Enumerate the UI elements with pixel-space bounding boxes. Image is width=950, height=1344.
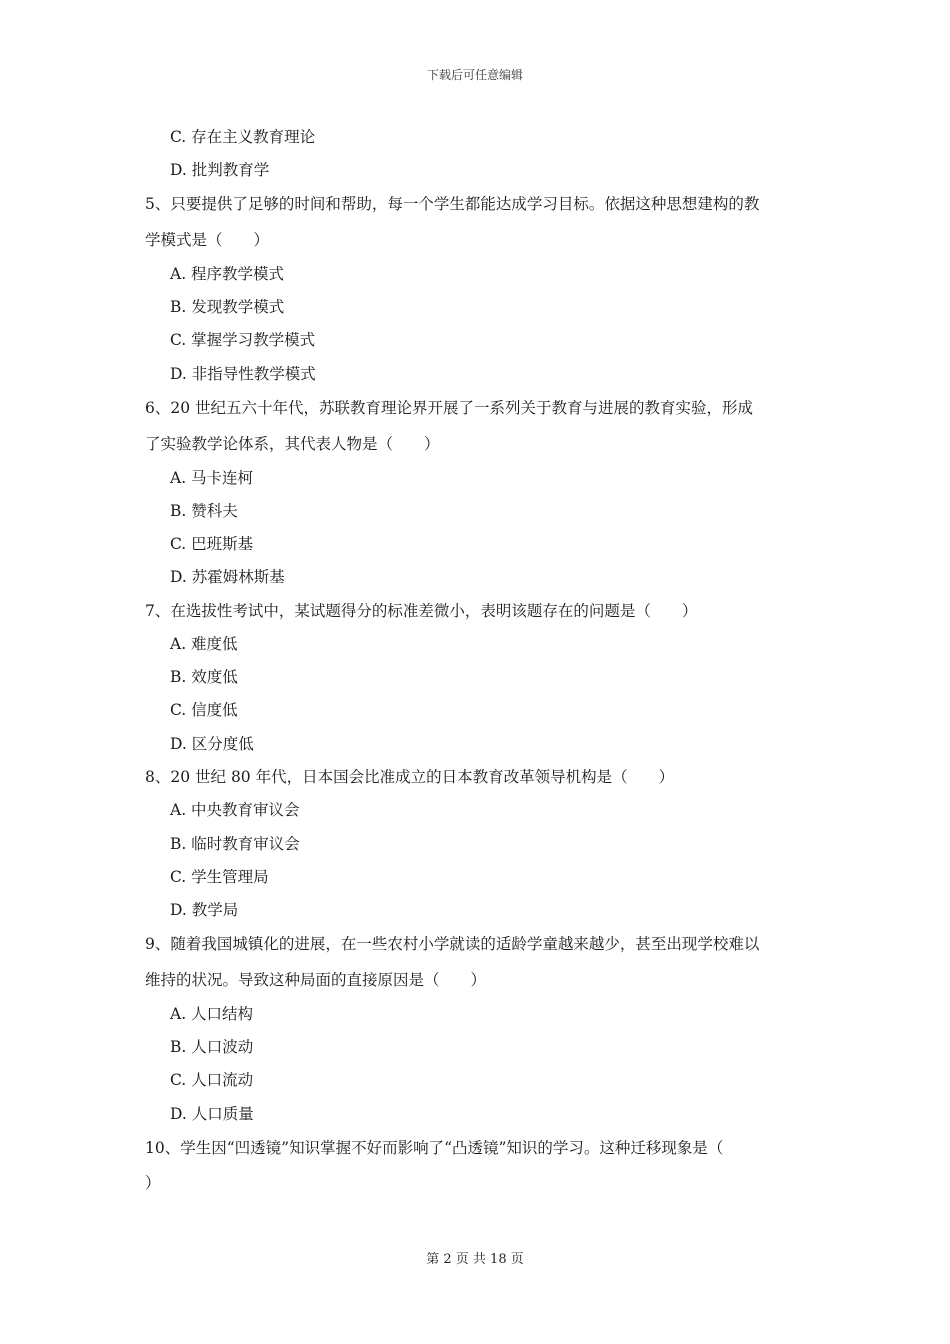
option-line: D. 人口质量: [170, 1105, 254, 1123]
option-line: B. 人口波动: [170, 1038, 254, 1056]
option-line: A. 人口结构: [170, 1005, 254, 1023]
question-line: 维持的状况。导致这种局面的直接原因是（ ）: [145, 971, 487, 989]
option-line: C. 人口流动: [170, 1071, 254, 1089]
page-footer: 第 2 页 共 18 页: [426, 1252, 524, 1267]
option-line: B. 赞科夫: [170, 502, 238, 520]
option-line: A. 难度低: [170, 635, 238, 653]
option-line: C. 掌握学习教学模式: [170, 331, 316, 349]
page-header: 下载后可任意编辑: [426, 68, 523, 82]
option-line: A. 马卡连柯: [170, 469, 254, 487]
option-line: D. 非指导性教学模式: [170, 365, 316, 383]
question-line: 5、只要提供了足够的时间和帮助，每一个学生都能达成学习目标。依据这种思想建构的教: [145, 195, 760, 213]
option-line: C. 存在主义教育理论: [170, 128, 316, 146]
option-line: D. 教学局: [170, 901, 239, 919]
option-line: C. 学生管理局: [170, 868, 269, 886]
option-line: D. 批判教育学: [170, 161, 270, 179]
option-line: B. 临时教育审议会: [170, 835, 300, 853]
option-line: A. 程序教学模式: [170, 265, 285, 283]
option-line: A. 中央教育审议会: [170, 801, 300, 819]
option-line: B. 发现教学模式: [170, 298, 285, 316]
question-line: 学模式是（ ）: [145, 231, 270, 249]
question-line: 10、学生因“凹透镜”知识掌握不好而影响了“凸透镜”知识的学习。这种迁移现象是（: [145, 1139, 724, 1157]
option-line: D. 苏霍姆林斯基: [170, 568, 285, 586]
option-line: B. 效度低: [170, 668, 238, 686]
question-line: ）: [145, 1174, 161, 1192]
question-line: 了实验教学论体系，其代表人物是（ ）: [145, 435, 440, 453]
question-line: 7、在选拔性考试中，某试题得分的标准差微小，表明该题存在的问题是（ ）: [145, 602, 698, 620]
option-line: C. 信度低: [170, 701, 238, 719]
question-line: 8、20 世纪 80 年代，日本国会比准成立的日本教育改革领导机构是（ ）: [145, 768, 675, 786]
question-line: 6、20 世纪五六十年代，苏联教育理论界开展了一系列关于教育与进展的教育实验，形成: [145, 399, 754, 417]
question-line: 9、随着我国城镇化的进展，在一些农村小学就读的适龄学童越来越少，甚至出现学校难以: [145, 935, 760, 953]
option-line: D. 区分度低: [170, 735, 254, 753]
option-line: C. 巴班斯基: [170, 535, 254, 553]
